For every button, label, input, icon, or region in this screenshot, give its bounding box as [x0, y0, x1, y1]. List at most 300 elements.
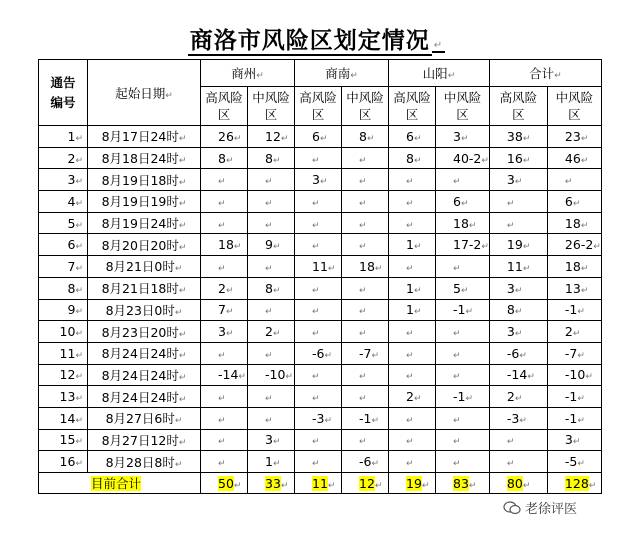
cell-sn-h: ↵	[295, 299, 342, 321]
header-notice-no-text: 通告编号	[50, 74, 76, 110]
cell-value: -3	[312, 410, 325, 426]
notice-number-text: 2	[67, 150, 76, 166]
cell-t-m: -1↵	[547, 299, 601, 321]
cell-sn-h: ↵	[295, 364, 342, 386]
cell-value: 3	[218, 324, 226, 340]
header-region-shangnan: 商南↵	[295, 60, 389, 87]
notice-number: 15↵	[39, 429, 88, 451]
cell-value: 8	[506, 302, 515, 318]
cell-t-h: ↵	[489, 191, 547, 213]
start-date-text: 8月24日24时	[101, 346, 179, 362]
cell-sy-m: ↵	[436, 256, 490, 278]
cell-sz-m: ↵	[248, 169, 295, 191]
cell-sn-m: ↵	[342, 364, 389, 386]
cell-t-m: 46↵	[547, 147, 601, 169]
total-value: 12↵	[342, 473, 389, 494]
cell-sy-m: ↵	[436, 364, 490, 386]
paragraph-mark: ↵	[433, 40, 444, 51]
subheader-mid-risk	[547, 87, 601, 126]
start-date-text: 8月23日0时	[105, 302, 175, 318]
cell-value: 12	[265, 128, 281, 144]
notice-number: 12↵	[39, 364, 88, 386]
cell-value: -1	[564, 302, 578, 318]
notice-number: 14↵	[39, 407, 88, 429]
cell-sz-m: 2↵	[248, 321, 295, 343]
cell-sy-m: 3↵	[436, 126, 490, 148]
start-date: 8月24日24时↵	[88, 386, 201, 408]
cell-sy-m: ↵	[436, 407, 490, 429]
cell-value: 26	[218, 128, 234, 144]
cell-t-m: 2↵	[547, 321, 601, 343]
table-row	[39, 234, 602, 256]
cell-sy-h: ↵	[389, 169, 436, 191]
cell-value: 26-2	[564, 237, 594, 253]
cell-value: 7	[218, 302, 226, 318]
cell-value: 3	[506, 280, 515, 296]
start-date: 8月19日18时↵	[88, 169, 201, 191]
cell-sz-h: ↵	[201, 212, 248, 234]
cell-value: -1	[564, 389, 578, 405]
watermark	[503, 498, 577, 517]
cell-value: 40-2	[453, 150, 482, 166]
cell-value: 23	[564, 128, 581, 144]
total-value: 19↵	[389, 473, 436, 494]
cell-value: -1	[453, 302, 466, 318]
cell-value: 17-2	[453, 237, 482, 253]
subheader-text: 中风险区	[555, 90, 594, 122]
start-date: 8月17日24时↵	[88, 126, 201, 148]
cell-sn-m: -6↵	[342, 451, 389, 473]
cell-sz-m: 12↵	[248, 126, 295, 148]
cell-sy-h: 1↵	[389, 277, 436, 299]
cell-value: 6	[312, 128, 320, 144]
total-value-text: 83	[453, 475, 469, 491]
cell-sn-h: ↵	[295, 277, 342, 299]
notice-number-text: 16	[59, 454, 76, 470]
cell-t-h: -3↵	[489, 407, 547, 429]
start-date-text: 8月23日20时	[101, 324, 179, 340]
cell-value: 3	[265, 432, 273, 448]
cell-sz-m: -10↵	[248, 364, 295, 386]
cell-sn-h: -6↵	[295, 342, 342, 364]
cell-value: 1	[406, 280, 414, 296]
table-row	[39, 364, 602, 386]
cell-sz-h: 8↵	[201, 147, 248, 169]
start-date: 8月27日6时↵	[88, 407, 201, 429]
cell-sy-h: ↵	[389, 212, 436, 234]
watermark-text: 老徐评医	[525, 502, 578, 517]
notice-number: 11↵	[39, 342, 88, 364]
notice-number: 16↵	[39, 451, 88, 473]
cell-t-h: 38↵	[489, 126, 547, 148]
table-row	[39, 407, 602, 429]
start-date: 8月24日24时↵	[88, 364, 201, 386]
total-row	[39, 473, 602, 494]
notice-number-text: 11	[59, 345, 76, 361]
cell-value: 3	[312, 172, 320, 188]
notice-number-text: 10	[59, 324, 76, 340]
total-value: 128↵	[547, 473, 601, 494]
cell-sy-h: 1↵	[389, 299, 436, 321]
document-title	[0, 22, 633, 55]
cell-sy-h: 1↵	[389, 234, 436, 256]
cell-sy-h: ↵	[389, 342, 436, 364]
cell-value: -1	[564, 410, 578, 426]
cell-sn-h: 11↵	[295, 256, 342, 278]
subheader-text: 高风险区	[205, 90, 243, 122]
subheader-high-risk	[201, 87, 248, 126]
subheader-mid-risk	[248, 87, 295, 126]
cell-sn-h: ↵	[295, 451, 342, 473]
cell-sn-h: ↵	[295, 212, 342, 234]
start-date: 8月19日19时↵	[88, 191, 201, 213]
cell-value: -1	[453, 389, 466, 405]
cell-sz-h: ↵	[201, 169, 248, 191]
total-label-text: 目前合计	[91, 476, 142, 491]
cell-value: 8	[265, 280, 273, 296]
table-row	[39, 299, 602, 321]
start-date: 8月27日12时↵	[88, 429, 201, 451]
cell-value: 18	[564, 258, 581, 274]
cell-sn-m: ↵	[342, 212, 389, 234]
notice-number-text: 7	[67, 258, 76, 274]
cell-sy-m: 18↵	[436, 212, 490, 234]
cell-t-h: 16↵	[489, 147, 547, 169]
total-value-text: 11	[312, 475, 328, 491]
notice-number-text: 8	[67, 280, 76, 296]
table-row	[39, 321, 602, 343]
cell-t-m: -1↵	[547, 407, 601, 429]
cell-sn-m: 8↵	[342, 126, 389, 148]
cell-sz-h: 2↵	[201, 277, 248, 299]
cell-sy-h: ↵	[389, 256, 436, 278]
region-name: 合计	[529, 66, 555, 81]
start-date: 8月20日20时↵	[88, 234, 201, 256]
table-row	[39, 256, 602, 278]
table-row	[39, 212, 602, 234]
subheader-text: 中风险区	[443, 90, 482, 122]
start-date-text: 8月24日24时	[101, 367, 179, 383]
total-value: 33↵	[248, 473, 295, 494]
risk-zone-table	[38, 59, 602, 494]
cell-t-m: 18↵	[547, 256, 601, 278]
notice-number: 9↵	[39, 299, 88, 321]
cell-value: 5	[453, 280, 461, 296]
cell-value: 2	[406, 389, 414, 405]
start-date-text: 8月17日24时	[101, 129, 179, 145]
start-date: 8月18日24时↵	[88, 147, 201, 169]
cell-sy-m: -1↵	[436, 299, 490, 321]
header-start-date: 起始日期↵	[88, 60, 201, 126]
notice-number: 10↵	[39, 321, 88, 343]
cell-t-h: 19↵	[489, 234, 547, 256]
subheader-text: 高风险区	[393, 90, 431, 122]
start-date: 8月23日20时↵	[88, 321, 201, 343]
cell-t-m: 3↵	[547, 429, 601, 451]
start-date-text: 8月19日19时	[101, 194, 179, 210]
cell-value: 8	[359, 128, 367, 144]
cell-value: 18	[359, 258, 375, 274]
start-date: 8月19日24时↵	[88, 212, 201, 234]
cell-value: -14	[506, 367, 528, 383]
cell-value: 6	[453, 193, 461, 209]
cell-sy-h: ↵	[389, 364, 436, 386]
start-date-text: 8月19日24时	[101, 216, 179, 232]
start-date: 8月21日18时↵	[88, 277, 201, 299]
total-value-text: 33	[265, 475, 281, 491]
cell-sy-m: ↵	[436, 169, 490, 191]
notice-number-text: 4	[67, 193, 76, 209]
cell-sz-h: -14↵	[201, 364, 248, 386]
cell-value: 11	[312, 258, 328, 274]
table-row	[39, 451, 602, 473]
total-value: 83↵	[436, 473, 490, 494]
table-row	[39, 342, 602, 364]
cell-value: 6	[564, 193, 573, 209]
cell-value: 38	[506, 128, 523, 144]
notice-number-text: 5	[67, 215, 76, 231]
subheader-high-risk	[295, 87, 342, 126]
notice-number-text: 15	[59, 432, 76, 448]
cell-sy-h: ↵	[389, 451, 436, 473]
cell-t-h: 3↵	[489, 321, 547, 343]
cell-sn-m: ↵	[342, 234, 389, 256]
cell-sz-m: 1↵	[248, 451, 295, 473]
header-row-1	[39, 60, 602, 87]
cell-value: 18	[218, 237, 234, 253]
cell-t-m: -7↵	[547, 342, 601, 364]
cell-sy-m: ↵	[436, 321, 490, 343]
cell-value: 46	[564, 150, 581, 166]
cell-sy-m: 5↵	[436, 277, 490, 299]
cell-sz-h: ↵	[201, 191, 248, 213]
cell-t-m: 26-2↵	[547, 234, 601, 256]
subheader-text: 高风险区	[299, 90, 337, 122]
cell-sy-m: ↵	[436, 342, 490, 364]
cell-sz-m: ↵	[248, 342, 295, 364]
notice-number-text: 12	[59, 367, 76, 383]
cell-sz-m: ↵	[248, 407, 295, 429]
cell-sz-h: ↵	[201, 342, 248, 364]
start-date: 8月24日24时↵	[88, 342, 201, 364]
cell-sn-h: ↵	[295, 386, 342, 408]
header-region-total: 合计↵	[489, 60, 601, 87]
header-region-shangzhou: 商州↵	[201, 60, 295, 87]
cell-sy-m: 6↵	[436, 191, 490, 213]
cell-value: 3	[564, 432, 573, 448]
cell-t-h: -6↵	[489, 342, 547, 364]
cell-sz-m: ↵	[248, 256, 295, 278]
start-date-text: 8月28日8时	[105, 454, 175, 470]
cell-sz-m: ↵	[248, 386, 295, 408]
cell-sn-h: ↵	[295, 191, 342, 213]
notice-number-text: 1	[67, 128, 76, 144]
cell-value: 18	[564, 215, 581, 231]
cell-sz-m: ↵	[248, 191, 295, 213]
start-date-text: 8月20日20时	[101, 237, 179, 253]
cell-value: 13	[564, 280, 581, 296]
cell-sn-m: ↵	[342, 386, 389, 408]
start-date: 8月28日8时↵	[88, 451, 201, 473]
cell-sn-h: ↵	[295, 321, 342, 343]
cell-value: -10	[265, 367, 286, 383]
cell-sy-h: 6↵	[389, 126, 436, 148]
notice-number-text: 3	[67, 172, 76, 188]
cell-sn-m: ↵	[342, 429, 389, 451]
subheader-high-risk	[389, 87, 436, 126]
cell-t-m: -5↵	[547, 451, 601, 473]
cell-sy-h: 2↵	[389, 386, 436, 408]
notice-number: 3↵	[39, 169, 88, 191]
cell-t-h: 3↵	[489, 277, 547, 299]
cell-sn-m: -1↵	[342, 407, 389, 429]
cell-sn-m: ↵	[342, 169, 389, 191]
cell-sy-m: ↵	[436, 451, 490, 473]
cell-value: -6	[506, 345, 520, 361]
cell-sy-h: ↵	[389, 407, 436, 429]
cell-t-h: 3↵	[489, 169, 547, 191]
cell-sn-h: -3↵	[295, 407, 342, 429]
total-value-text: 19	[406, 475, 422, 491]
cell-sz-h: ↵	[201, 407, 248, 429]
total-value-text: 12	[359, 475, 375, 491]
start-date: 8月21日0时↵	[88, 256, 201, 278]
notice-number: 13↵	[39, 386, 88, 408]
cell-sn-h: ↵	[295, 429, 342, 451]
cell-sn-h: ↵	[295, 147, 342, 169]
header-start-date-text: 起始日期	[115, 85, 166, 101]
cell-value: 3	[453, 128, 461, 144]
cell-value: -3	[506, 410, 520, 426]
cell-value: -10	[564, 367, 586, 383]
cell-value: 2	[218, 280, 226, 296]
cell-value: 8	[218, 150, 226, 166]
cell-t-m: ↵	[547, 169, 601, 191]
notice-number: 5↵	[39, 212, 88, 234]
cell-t-h: ↵	[489, 429, 547, 451]
cell-t-h: ↵	[489, 212, 547, 234]
start-date-text: 8月21日18时	[101, 281, 179, 297]
cell-sz-h: 7↵	[201, 299, 248, 321]
cell-value: 18	[453, 215, 469, 231]
total-value: 80↵	[489, 473, 547, 494]
cell-value: -6	[312, 345, 325, 361]
cell-sn-m: ↵	[342, 321, 389, 343]
wechat-icon	[503, 501, 521, 515]
subheader-text: 高风险区	[499, 90, 538, 122]
table-row	[39, 277, 602, 299]
table-row	[39, 429, 602, 451]
cell-sn-h: 3↵	[295, 169, 342, 191]
cell-value: -5	[564, 454, 578, 470]
cell-sy-h: ↵	[389, 429, 436, 451]
cell-sn-m: ↵	[342, 277, 389, 299]
cell-value: 11	[506, 258, 523, 274]
cell-sy-m: ↵	[436, 429, 490, 451]
cell-value: 16	[506, 150, 523, 166]
cell-value: 19	[506, 237, 523, 253]
cell-sz-m: ↵	[248, 299, 295, 321]
start-date-text: 8月18日24时	[101, 151, 179, 167]
total-label	[39, 473, 201, 494]
cell-value: 2	[506, 389, 515, 405]
cell-sz-m: 9↵	[248, 234, 295, 256]
cell-sy-m: 40-2↵	[436, 147, 490, 169]
total-value: 11↵	[295, 473, 342, 494]
notice-number-text: 9	[67, 302, 76, 318]
cell-t-m: 23↵	[547, 126, 601, 148]
region-name: 商州	[231, 66, 257, 81]
cell-t-m: -1↵	[547, 386, 601, 408]
subheader-text: 中风险区	[252, 90, 290, 122]
header-region-shanyang: 山阳↵	[389, 60, 490, 87]
cell-sz-m: ↵	[248, 212, 295, 234]
cell-sz-h: 18↵	[201, 234, 248, 256]
cell-sn-m: -7↵	[342, 342, 389, 364]
start-date-text: 8月27日12时	[101, 432, 179, 448]
table-row	[39, 147, 602, 169]
cell-value: 1	[406, 237, 414, 253]
subheader-high-risk	[489, 87, 547, 126]
cell-sy-h: 8↵	[389, 147, 436, 169]
cell-sz-m: 8↵	[248, 147, 295, 169]
cell-sn-m: ↵	[342, 299, 389, 321]
notice-number-text: 13	[59, 389, 76, 405]
cell-t-m: -10↵	[547, 364, 601, 386]
notice-number: 1↵	[39, 126, 88, 148]
cell-value: 9	[265, 237, 273, 253]
notice-number: 4↵	[39, 191, 88, 213]
cell-t-h: -14↵	[489, 364, 547, 386]
total-value-text: 50	[218, 475, 234, 491]
cell-sz-m: 8↵	[248, 277, 295, 299]
cell-t-h: 2↵	[489, 386, 547, 408]
region-name: 山阳	[422, 66, 448, 81]
cell-sn-h: 6↵	[295, 126, 342, 148]
table-row	[39, 386, 602, 408]
cell-value: -7	[359, 345, 372, 361]
cell-sy-m: 17-2↵	[436, 234, 490, 256]
cell-value: -14	[218, 367, 239, 383]
cell-sz-h: 3↵	[201, 321, 248, 343]
subheader-mid-risk	[342, 87, 389, 126]
total-value: 50↵	[201, 473, 248, 494]
notice-number: 6↵	[39, 234, 88, 256]
cell-sy-h: ↵	[389, 191, 436, 213]
cell-value: 3	[506, 172, 515, 188]
start-date: 8月23日0时↵	[88, 299, 201, 321]
table-row	[39, 191, 602, 213]
cell-value: -6	[359, 454, 372, 470]
notice-number-text: 14	[59, 410, 76, 426]
start-date-text: 8月24日24时	[101, 389, 179, 405]
cell-sz-h: ↵	[201, 256, 248, 278]
cell-sn-m: ↵	[342, 191, 389, 213]
subheader-text: 中风险区	[346, 90, 384, 122]
cell-value: 6	[406, 128, 414, 144]
start-date-text: 8月27日6时	[105, 411, 175, 427]
table-row	[39, 169, 602, 191]
cell-value: -7	[564, 345, 578, 361]
cell-value: 8	[406, 150, 414, 166]
cell-sz-h: ↵	[201, 386, 248, 408]
cell-value: 2	[564, 324, 573, 340]
cell-t-m: 13↵	[547, 277, 601, 299]
cell-value: 3	[506, 324, 515, 340]
region-name: 商南	[325, 66, 351, 81]
title-text: 商洛市风险区划定情况	[189, 28, 430, 54]
cell-sn-m: ↵	[342, 147, 389, 169]
